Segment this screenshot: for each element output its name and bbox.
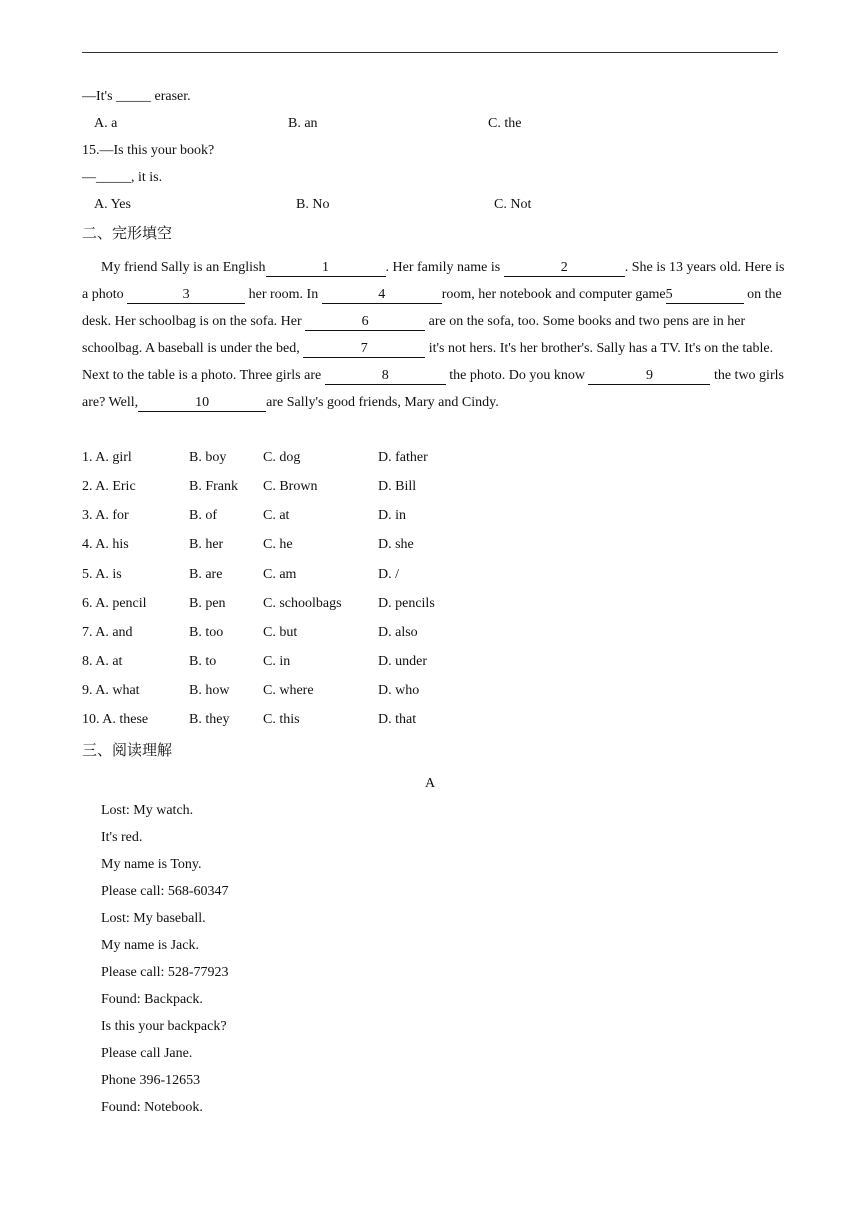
option-b: B. her — [189, 537, 224, 552]
notice-line: My name is Jack. — [101, 938, 199, 953]
cloze-passage — [82, 254, 786, 416]
passage-text: . She is 13 years old. Here is a photo — [82, 260, 785, 302]
option-a: 8. A. at — [82, 654, 123, 669]
option-d: D. Bill — [378, 479, 417, 494]
option-a: 5. A. is — [82, 567, 122, 582]
passage-text: on the desk. Her schoolbag is on the sofa. Her — [82, 287, 782, 329]
blank-2: 2 — [504, 260, 625, 277]
option-b: B. they — [189, 712, 230, 727]
option-d: D. in — [378, 508, 406, 523]
option-a: 6. A. pencil — [82, 596, 147, 611]
q15-question: 15.—Is this your book? — [82, 143, 215, 158]
q14-option-c: C. the — [488, 116, 522, 131]
option-c: C. where — [263, 683, 314, 698]
section2-title: 二、完形填空 — [82, 224, 173, 242]
passage-text: are Sally's good friends, Mary and Cindy. — [266, 395, 499, 410]
option-c: C. this — [263, 712, 300, 727]
option-c: C. am — [263, 567, 297, 582]
passage-text: the two girls are? Well, — [82, 368, 784, 410]
q15-option-c: C. Not — [494, 197, 532, 212]
option-a: 1. A. girl — [82, 450, 132, 465]
notice-line: Is this your backpack? — [101, 1019, 227, 1034]
blank-4: 4 — [322, 287, 442, 304]
option-c: C. at — [263, 508, 290, 523]
q14-option-a: A. a — [94, 116, 118, 131]
blank-6: 6 — [305, 314, 425, 331]
passage-text: are on the sofa, too. Some books and two pens are in her schoolbag. A baseball is under the bed, — [82, 314, 746, 356]
option-c: C. but — [263, 625, 298, 640]
option-c: C. dog — [263, 450, 301, 465]
option-a: 3. A. for — [82, 508, 129, 523]
passage-text: My friend Sally is an English — [101, 260, 266, 275]
option-b: B. of — [189, 508, 217, 523]
option-c: C. he — [263, 537, 293, 552]
section3-title: 三、阅读理解 — [82, 741, 173, 759]
q15-option-a: A. Yes — [94, 197, 131, 212]
option-a: 9. A. what — [82, 683, 140, 698]
notice-line: Found: Notebook. — [101, 1100, 203, 1115]
option-d: D. who — [378, 683, 420, 698]
notice-line: Please call: 568-60347 — [101, 884, 229, 899]
q15-option-b: B. No — [296, 197, 330, 212]
q14-response: —It's _____ eraser. — [82, 89, 191, 104]
option-d: D. father — [378, 450, 428, 465]
blank-9: 9 — [588, 368, 710, 385]
notice-line: Lost: My watch. — [101, 803, 194, 818]
option-d: D. she — [378, 537, 414, 552]
option-c: C. in — [263, 654, 291, 669]
part-label: A — [424, 776, 436, 791]
option-d: D. pencils — [378, 596, 435, 611]
notice-line: Please call: 528-77923 — [101, 965, 229, 980]
blank-5: 5 — [666, 287, 744, 304]
option-a: 4. A. his — [82, 537, 129, 552]
passage-text: . Her family name is — [385, 260, 504, 275]
passage-text: room, her notebook and computer game — [441, 287, 666, 302]
option-c: C. Brown — [263, 479, 318, 494]
blank-3: 3 — [127, 287, 245, 304]
notice-line: My name is Tony. — [101, 857, 202, 872]
header-rule — [82, 52, 778, 53]
blank-10: 10 — [138, 395, 266, 412]
option-d: D. that — [378, 712, 417, 727]
notice-line: Lost: My baseball. — [101, 911, 206, 926]
passage-text: it's not hers. It's her brother's. Sally has a TV. It's on the table. Next to the table is a photo. Three girls are — [82, 341, 774, 383]
notice-line: Found: Backpack. — [101, 992, 203, 1007]
q14-option-b: B. an — [288, 116, 318, 131]
option-b: B. pen — [189, 596, 226, 611]
option-a: 2. A. Eric — [82, 479, 136, 494]
option-b: B. boy — [189, 450, 227, 465]
option-b: B. how — [189, 683, 230, 698]
option-d: D. under — [378, 654, 427, 669]
option-b: B. too — [189, 625, 224, 640]
blank-1: 1 — [266, 260, 386, 277]
passage-text: the photo. Do you know — [445, 368, 589, 383]
notice-line: Please call Jane. — [101, 1046, 193, 1061]
q15-response: —_____, it is. — [82, 170, 163, 185]
option-b: B. Frank — [189, 479, 238, 494]
notice-line: It's red. — [101, 830, 143, 845]
passage-text: her room. In — [245, 287, 322, 302]
option-d: D. also — [378, 625, 418, 640]
option-a: 10. A. these — [82, 712, 149, 727]
option-d: D. / — [378, 567, 399, 582]
option-b: B. to — [189, 654, 217, 669]
option-c: C. schoolbags — [263, 596, 342, 611]
blank-8: 8 — [325, 368, 446, 385]
notice-line: Phone 396-12653 — [101, 1073, 201, 1088]
blank-7: 7 — [303, 341, 425, 358]
option-b: B. are — [189, 567, 223, 582]
option-a: 7. A. and — [82, 625, 133, 640]
